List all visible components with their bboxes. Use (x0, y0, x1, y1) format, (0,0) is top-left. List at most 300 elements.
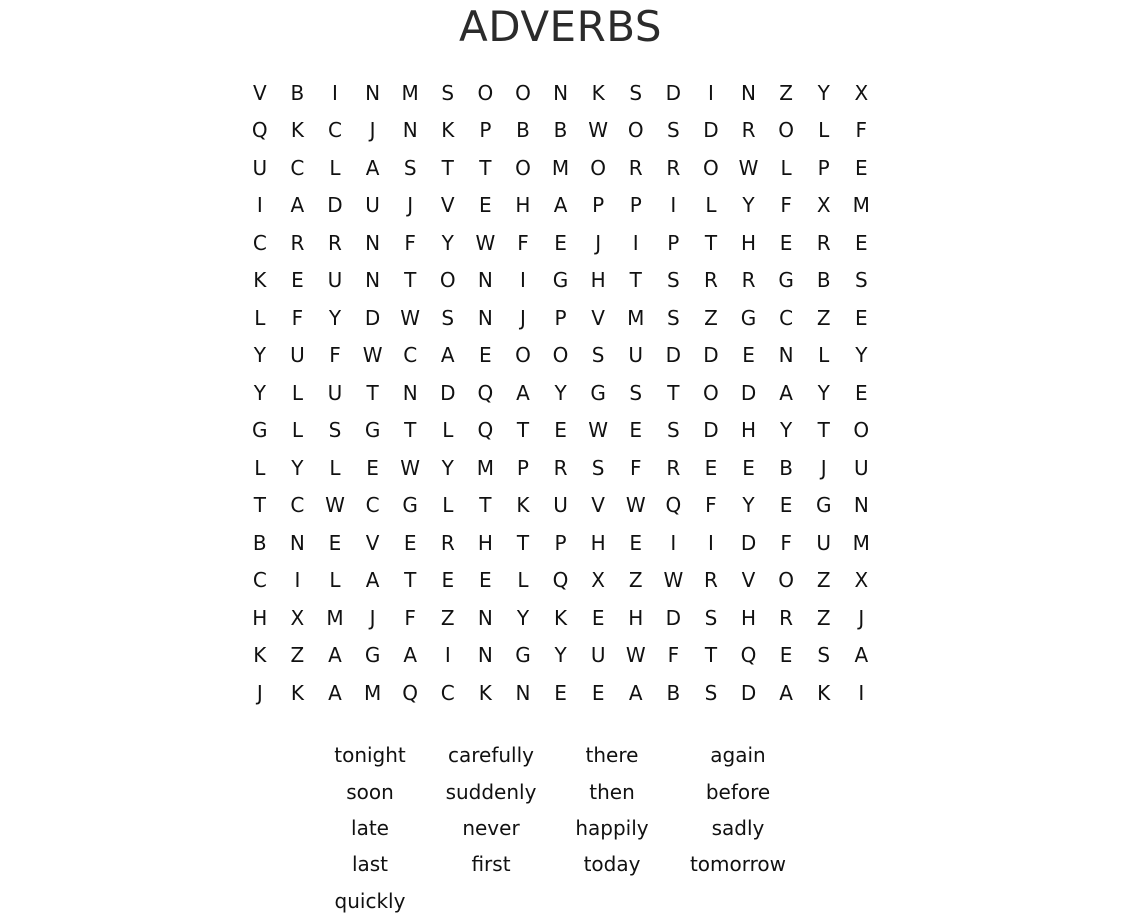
grid-letter[interactable]: O (703, 380, 719, 405)
grid-letter[interactable]: M (476, 455, 494, 480)
grid-letter[interactable]: W (362, 343, 383, 368)
grid-letter[interactable]: Y (817, 80, 830, 105)
grid-letter[interactable]: S (441, 305, 455, 330)
grid-letter[interactable]: E (554, 230, 567, 255)
grid-letter[interactable]: L (780, 155, 792, 180)
grid-letter[interactable]: S (591, 343, 605, 368)
grid-letter[interactable]: S (629, 380, 643, 405)
grid-letter[interactable]: L (818, 118, 830, 143)
grid-letter[interactable]: B (553, 118, 568, 143)
grid-letter[interactable]: I (632, 230, 639, 255)
grid-letter[interactable]: F (404, 230, 416, 255)
grid-letter[interactable]: M (401, 80, 419, 105)
grid-letter[interactable]: K (553, 605, 568, 630)
grid-letter[interactable]: B (252, 530, 267, 555)
grid-letter[interactable]: P (554, 305, 567, 330)
grid-letter[interactable]: U (327, 268, 343, 293)
grid-letter[interactable]: K (591, 80, 605, 105)
grid-letter[interactable]: L (442, 418, 454, 443)
grid-letter[interactable]: I (332, 80, 338, 105)
grid-letter[interactable]: A (403, 643, 418, 668)
grid-letter[interactable]: T (817, 418, 830, 443)
grid-letter[interactable]: Z (704, 305, 718, 330)
grid-letter[interactable]: F (329, 343, 341, 368)
grid-letter[interactable]: R (290, 230, 305, 255)
grid-letter[interactable]: Q (477, 380, 494, 405)
grid-letter[interactable]: S (666, 268, 680, 293)
grid-letter[interactable]: R (440, 530, 455, 555)
grid-letter[interactable]: P (479, 118, 492, 143)
grid-letter[interactable]: T (479, 493, 492, 518)
grid-letter[interactable]: C (779, 305, 794, 330)
grid-letter[interactable]: L (442, 493, 454, 518)
grid-letter[interactable]: N (289, 530, 305, 555)
grid-letter[interactable]: Y (441, 455, 454, 480)
grid-letter[interactable]: E (479, 193, 492, 218)
grid-letter[interactable]: X (290, 605, 305, 630)
grid-letter[interactable]: U (853, 455, 869, 480)
grid-letter[interactable]: J (520, 305, 526, 330)
grid-letter[interactable]: Y (328, 305, 342, 330)
grid-letter[interactable]: X (854, 80, 869, 105)
grid-letter[interactable]: M (852, 530, 870, 555)
grid-letter[interactable]: L (254, 305, 266, 330)
grid-letter[interactable]: D (703, 343, 719, 368)
grid-letter[interactable]: U (290, 343, 305, 368)
grid-letter[interactable]: S (403, 155, 417, 180)
grid-letter[interactable]: T (667, 380, 680, 405)
grid-letter[interactable]: I (520, 268, 526, 293)
grid-letter[interactable]: L (329, 455, 341, 480)
grid-letter[interactable]: D (327, 193, 343, 218)
word-list-item: tonight (334, 743, 406, 768)
grid-letter[interactable]: E (441, 568, 455, 593)
grid-letter[interactable]: D (440, 380, 456, 405)
grid-letter[interactable]: O (627, 118, 644, 143)
grid-letter[interactable]: X (591, 568, 605, 593)
grid-letter[interactable]: F (705, 493, 717, 518)
grid-letter[interactable]: N (853, 493, 869, 518)
grid-letter[interactable]: O (778, 568, 794, 593)
grid-letter[interactable]: E (291, 268, 304, 293)
grid-letter[interactable]: Y (554, 643, 567, 668)
grid-letter[interactable]: H (477, 530, 493, 555)
grid-letter[interactable]: L (291, 380, 303, 405)
grid-letter[interactable]: A (440, 343, 455, 368)
grid-letter[interactable]: E (591, 680, 605, 705)
grid-letter[interactable]: Q (477, 418, 494, 443)
grid-letter[interactable]: V (252, 80, 267, 105)
grid-letter[interactable]: T (516, 530, 530, 555)
grid-letter[interactable]: E (479, 343, 492, 368)
grid-letter[interactable]: B (290, 80, 305, 105)
grid-letter[interactable]: N (477, 305, 493, 330)
grid-letter[interactable]: C (440, 680, 455, 705)
grid-letter[interactable]: M (551, 155, 570, 180)
grid-letter[interactable]: N (365, 268, 381, 293)
grid-letter[interactable]: C (365, 493, 380, 518)
grid-letter[interactable]: J (858, 605, 865, 630)
grid-letter[interactable]: F (855, 118, 868, 143)
grid-letter[interactable]: J (256, 680, 263, 705)
grid-letter[interactable]: G (252, 418, 268, 443)
grid-letter[interactable]: R (741, 268, 756, 293)
grid-letter[interactable]: E (629, 418, 643, 443)
grid-letter[interactable]: R (816, 230, 831, 255)
grid-letter[interactable]: T (253, 493, 266, 518)
grid-letter[interactable]: Y (291, 455, 304, 480)
grid-letter[interactable]: E (366, 455, 379, 480)
grid-letter[interactable]: U (252, 155, 268, 180)
grid-letter[interactable]: A (328, 680, 342, 705)
grid-letter[interactable]: E (854, 155, 868, 180)
grid-letter[interactable]: D (665, 343, 682, 368)
grid-letter[interactable]: T (629, 268, 642, 293)
grid-letter[interactable]: H (628, 605, 644, 630)
grid-letter[interactable]: B (516, 118, 530, 143)
grid-letter[interactable]: L (291, 418, 303, 443)
grid-letter[interactable]: D (665, 605, 682, 630)
grid-letter[interactable]: Y (817, 380, 830, 405)
grid-letter[interactable]: U (628, 343, 644, 368)
grid-letter[interactable]: Z (290, 643, 305, 668)
grid-letter[interactable]: C (290, 155, 305, 180)
grid-letter[interactable]: E (779, 643, 793, 668)
grid-letter[interactable]: N (553, 80, 569, 105)
grid-letter[interactable]: S (666, 305, 680, 330)
grid-letter[interactable]: L (329, 155, 341, 180)
grid-letter[interactable]: A (854, 643, 869, 668)
grid-letter[interactable]: S (591, 455, 605, 480)
grid-letter[interactable]: Z (628, 568, 643, 593)
grid-letter[interactable]: S (666, 418, 680, 443)
grid-letter[interactable]: R (703, 268, 718, 293)
grid-letter[interactable]: E (554, 418, 567, 443)
grid-letter[interactable]: Y (742, 193, 755, 218)
grid-letter[interactable]: J (820, 455, 827, 480)
grid-letter[interactable]: S (441, 80, 455, 105)
grid-letter[interactable]: Q (402, 680, 419, 705)
grid-letter[interactable]: E (854, 305, 868, 330)
grid-letter[interactable]: E (854, 380, 868, 405)
grid-letter[interactable]: E (629, 530, 643, 555)
grid-letter[interactable]: G (515, 643, 531, 668)
grid-letter[interactable]: K (817, 680, 831, 705)
grid-letter[interactable]: W (588, 418, 609, 443)
grid-letter[interactable]: E (742, 343, 755, 368)
grid-letter[interactable]: W (588, 118, 609, 143)
grid-letter[interactable]: D (740, 680, 757, 705)
grid-letter[interactable]: J (369, 605, 376, 630)
grid-letter[interactable]: F (629, 455, 642, 480)
grid-letter[interactable]: B (779, 455, 793, 480)
grid-letter[interactable]: O (853, 418, 870, 443)
grid-letter[interactable]: U (590, 643, 606, 668)
grid-letter[interactable]: D (740, 380, 757, 405)
grid-letter[interactable]: I (444, 643, 451, 668)
grid-letter[interactable]: Q (740, 643, 757, 668)
grid-letter[interactable]: K (290, 680, 304, 705)
grid-letter[interactable]: D (364, 305, 381, 330)
grid-letter[interactable]: F (404, 605, 416, 630)
grid-letter[interactable]: K (253, 268, 267, 293)
grid-letter[interactable]: P (592, 193, 605, 218)
grid-letter[interactable]: T (704, 230, 718, 255)
grid-letter[interactable]: M (363, 680, 382, 705)
grid-letter[interactable]: K (290, 118, 304, 143)
grid-letter[interactable]: W (400, 455, 421, 480)
grid-letter[interactable]: D (703, 118, 719, 143)
grid-letter[interactable]: T (704, 643, 718, 668)
grid-letter[interactable]: O (552, 343, 569, 368)
grid-letter[interactable]: V (591, 493, 605, 518)
grid-letter[interactable]: A (628, 680, 643, 705)
grid-letter[interactable]: C (252, 568, 267, 593)
grid-letter[interactable]: I (294, 568, 301, 593)
grid-letter[interactable]: W (625, 493, 646, 518)
grid-letter[interactable]: Z (816, 605, 831, 630)
word-list-item: tomorrow (689, 852, 787, 877)
grid-letter[interactable]: R (703, 568, 718, 593)
grid-letter[interactable]: H (740, 605, 757, 630)
grid-letter[interactable]: G (778, 268, 794, 293)
grid-letter[interactable]: G (552, 268, 569, 293)
grid-letter[interactable]: I (707, 530, 714, 555)
grid-letter[interactable]: G (740, 305, 757, 330)
grid-letter[interactable]: A (779, 680, 793, 705)
grid-letter[interactable]: N (515, 680, 531, 705)
grid-letter[interactable]: O (590, 155, 607, 180)
word-list-item: late (351, 815, 389, 840)
grid-letter[interactable]: D (665, 80, 682, 105)
grid-letter[interactable]: O (703, 155, 719, 180)
grid-letter[interactable]: R (666, 455, 681, 480)
grid-letter[interactable]: T (404, 568, 417, 593)
grid-letter[interactable]: H (590, 530, 606, 555)
grid-letter[interactable]: Y (516, 605, 530, 630)
grid-letter[interactable]: T (479, 155, 492, 180)
grid-letter[interactable]: L (329, 568, 341, 593)
grid-letter[interactable]: Z (816, 305, 831, 330)
grid-letter[interactable]: P (554, 530, 567, 555)
grid-letter[interactable]: G (364, 643, 381, 668)
grid-letter[interactable]: J (595, 230, 602, 255)
grid-letter[interactable]: G (402, 493, 418, 518)
grid-letter[interactable]: E (479, 568, 492, 593)
grid-letter[interactable]: S (704, 605, 718, 630)
grid-letter[interactable]: I (256, 193, 263, 218)
grid-letter[interactable]: P (629, 193, 642, 218)
grid-letter[interactable]: A (779, 380, 793, 405)
grid-letter[interactable]: R (741, 118, 756, 143)
grid-letter[interactable]: S (328, 418, 342, 443)
grid-letter[interactable]: I (670, 530, 677, 555)
grid-letter[interactable]: M (326, 605, 344, 630)
grid-letter[interactable]: I (858, 680, 865, 705)
grid-letter[interactable]: T (404, 418, 417, 443)
grid-letter[interactable]: K (253, 643, 267, 668)
grid-letter[interactable]: U (365, 193, 380, 218)
grid-letter[interactable]: Z (816, 568, 831, 593)
grid-letter[interactable]: F (667, 643, 680, 668)
grid-letter[interactable]: Z (779, 80, 793, 105)
grid-letter[interactable]: V (365, 530, 380, 555)
grid-letter[interactable]: V (741, 568, 756, 593)
grid-letter[interactable]: O (515, 155, 531, 180)
grid-letter[interactable]: A (365, 155, 380, 180)
grid-letter[interactable]: N (477, 643, 493, 668)
word-list-item: then (589, 779, 635, 804)
grid-letter[interactable]: F (780, 530, 792, 555)
grid-letter[interactable]: N (477, 268, 493, 293)
grid-letter[interactable]: L (818, 343, 830, 368)
grid-letter[interactable]: W (475, 230, 496, 255)
grid-letter[interactable]: E (704, 455, 718, 480)
grid-letter[interactable]: V (591, 305, 605, 330)
grid-letter[interactable]: X (816, 193, 831, 218)
word-list-item: before (705, 779, 771, 804)
grid-letter[interactable]: P (516, 455, 529, 480)
grid-letter[interactable]: Y (742, 493, 755, 518)
grid-letter[interactable]: N (778, 343, 794, 368)
letter-grid (241, 74, 880, 712)
grid-letter[interactable]: Y (253, 343, 266, 368)
grid-letter[interactable]: W (663, 568, 684, 593)
grid-letter[interactable]: B (666, 680, 681, 705)
grid-letter[interactable]: A (553, 193, 568, 218)
grid-letter[interactable]: Q (665, 493, 682, 518)
grid-letter[interactable]: B (816, 268, 831, 293)
word-list-item: there (585, 743, 639, 768)
grid-letter[interactable]: S (854, 268, 868, 293)
grid-letter[interactable]: P (817, 155, 830, 180)
grid-letter[interactable]: W (325, 493, 345, 518)
grid-letter[interactable]: A (290, 193, 305, 218)
grid-letter[interactable]: Y (780, 418, 793, 443)
grid-letter[interactable]: S (629, 80, 643, 105)
grid-letter[interactable]: O (439, 268, 456, 293)
grid-letter[interactable]: U (553, 493, 568, 518)
grid-letter[interactable]: F (291, 305, 304, 330)
grid-letter[interactable]: C (252, 230, 267, 255)
grid-letter[interactable]: H (740, 418, 757, 443)
grid-letter[interactable]: Q (251, 118, 268, 143)
grid-letter[interactable]: J (369, 118, 376, 143)
grid-letter[interactable]: E (854, 230, 868, 255)
grid-letter[interactable]: R (328, 230, 342, 255)
grid-letter[interactable]: W (400, 305, 421, 330)
grid-letter[interactable]: G (364, 418, 381, 443)
page-title: ADVERBS (458, 2, 663, 51)
grid-letter[interactable]: Y (554, 380, 567, 405)
grid-letter[interactable]: R (553, 455, 568, 480)
grid-letter[interactable]: V (440, 193, 455, 218)
word-list-item: today (583, 852, 641, 877)
grid-letter[interactable]: C (403, 343, 418, 368)
grid-letter[interactable]: E (554, 680, 567, 705)
grid-letter[interactable]: X (854, 568, 869, 593)
grid-letter[interactable]: D (740, 530, 757, 555)
grid-letter[interactable]: S (704, 680, 718, 705)
grid-letter[interactable]: Z (440, 605, 455, 630)
grid-letter[interactable]: O (515, 343, 531, 368)
grid-letter[interactable]: S (666, 118, 680, 143)
grid-letter[interactable]: O (778, 118, 794, 143)
grid-letter[interactable]: E (779, 230, 793, 255)
grid-letter[interactable]: K (441, 118, 455, 143)
word-list-item: happily (575, 815, 649, 840)
grid-letter[interactable]: L (254, 455, 266, 480)
grid-letter[interactable]: H (740, 230, 757, 255)
grid-letter[interactable]: N (365, 80, 381, 105)
grid-letter[interactable]: O (515, 80, 531, 105)
grid-letter[interactable]: A (516, 380, 530, 405)
grid-letter[interactable]: W (738, 155, 759, 180)
grid-letter[interactable]: E (591, 605, 605, 630)
grid-letter[interactable]: U (327, 380, 343, 405)
grid-letter[interactable]: Y (253, 380, 266, 405)
grid-letter[interactable]: O (477, 80, 494, 105)
grid-letter[interactable]: I (670, 193, 677, 218)
grid-letter[interactable]: P (667, 230, 680, 255)
grid-letter[interactable]: I (707, 80, 714, 105)
grid-letter[interactable]: U (816, 530, 832, 555)
grid-letter[interactable]: R (779, 605, 794, 630)
grid-letter[interactable]: E (779, 493, 793, 518)
grid-letter[interactable]: A (365, 568, 380, 593)
grid-letter[interactable]: E (403, 530, 417, 555)
grid-letter[interactable]: Y (441, 230, 454, 255)
grid-letter[interactable]: E (742, 455, 755, 480)
grid-letter[interactable]: W (625, 643, 646, 668)
grid-letter[interactable]: C (328, 118, 342, 143)
grid-letter[interactable]: A (328, 643, 342, 668)
grid-letter[interactable]: N (365, 230, 381, 255)
grid-letter[interactable]: H (515, 193, 531, 218)
grid-letter[interactable]: N (402, 380, 418, 405)
grid-letter[interactable]: T (441, 155, 454, 180)
grid-letter[interactable]: M (627, 305, 645, 330)
grid-letter[interactable]: T (516, 418, 530, 443)
grid-letter[interactable]: F (780, 193, 792, 218)
grid-letter[interactable]: K (516, 493, 530, 518)
grid-letter[interactable]: F (517, 230, 529, 255)
grid-letter[interactable]: D (703, 418, 719, 443)
grid-letter[interactable]: T (404, 268, 417, 293)
grid-letter[interactable]: J (407, 193, 414, 218)
grid-letter[interactable]: R (628, 155, 643, 180)
grid-letter[interactable]: R (666, 155, 681, 180)
grid-letter[interactable]: N (477, 605, 493, 630)
grid-letter[interactable]: Y (855, 343, 868, 368)
grid-letter[interactable]: N (741, 80, 756, 105)
grid-letter[interactable]: E (328, 530, 342, 555)
word-list-item: suddenly (445, 779, 537, 804)
grid-letter[interactable]: G (815, 493, 832, 518)
grid-letter[interactable]: H (252, 605, 268, 630)
grid-letter[interactable]: T (366, 380, 379, 405)
grid-letter[interactable]: S (817, 643, 831, 668)
grid-letter[interactable]: H (590, 268, 606, 293)
grid-letter[interactable]: M (852, 193, 870, 218)
grid-letter[interactable]: N (402, 118, 418, 143)
grid-letter[interactable]: K (478, 680, 492, 705)
grid-letter[interactable]: Q (552, 568, 569, 593)
grid-letter[interactable]: C (290, 493, 305, 518)
grid-letter[interactable]: L (517, 568, 529, 593)
grid-letter[interactable]: G (590, 380, 606, 405)
grid-letter[interactable]: L (705, 193, 717, 218)
